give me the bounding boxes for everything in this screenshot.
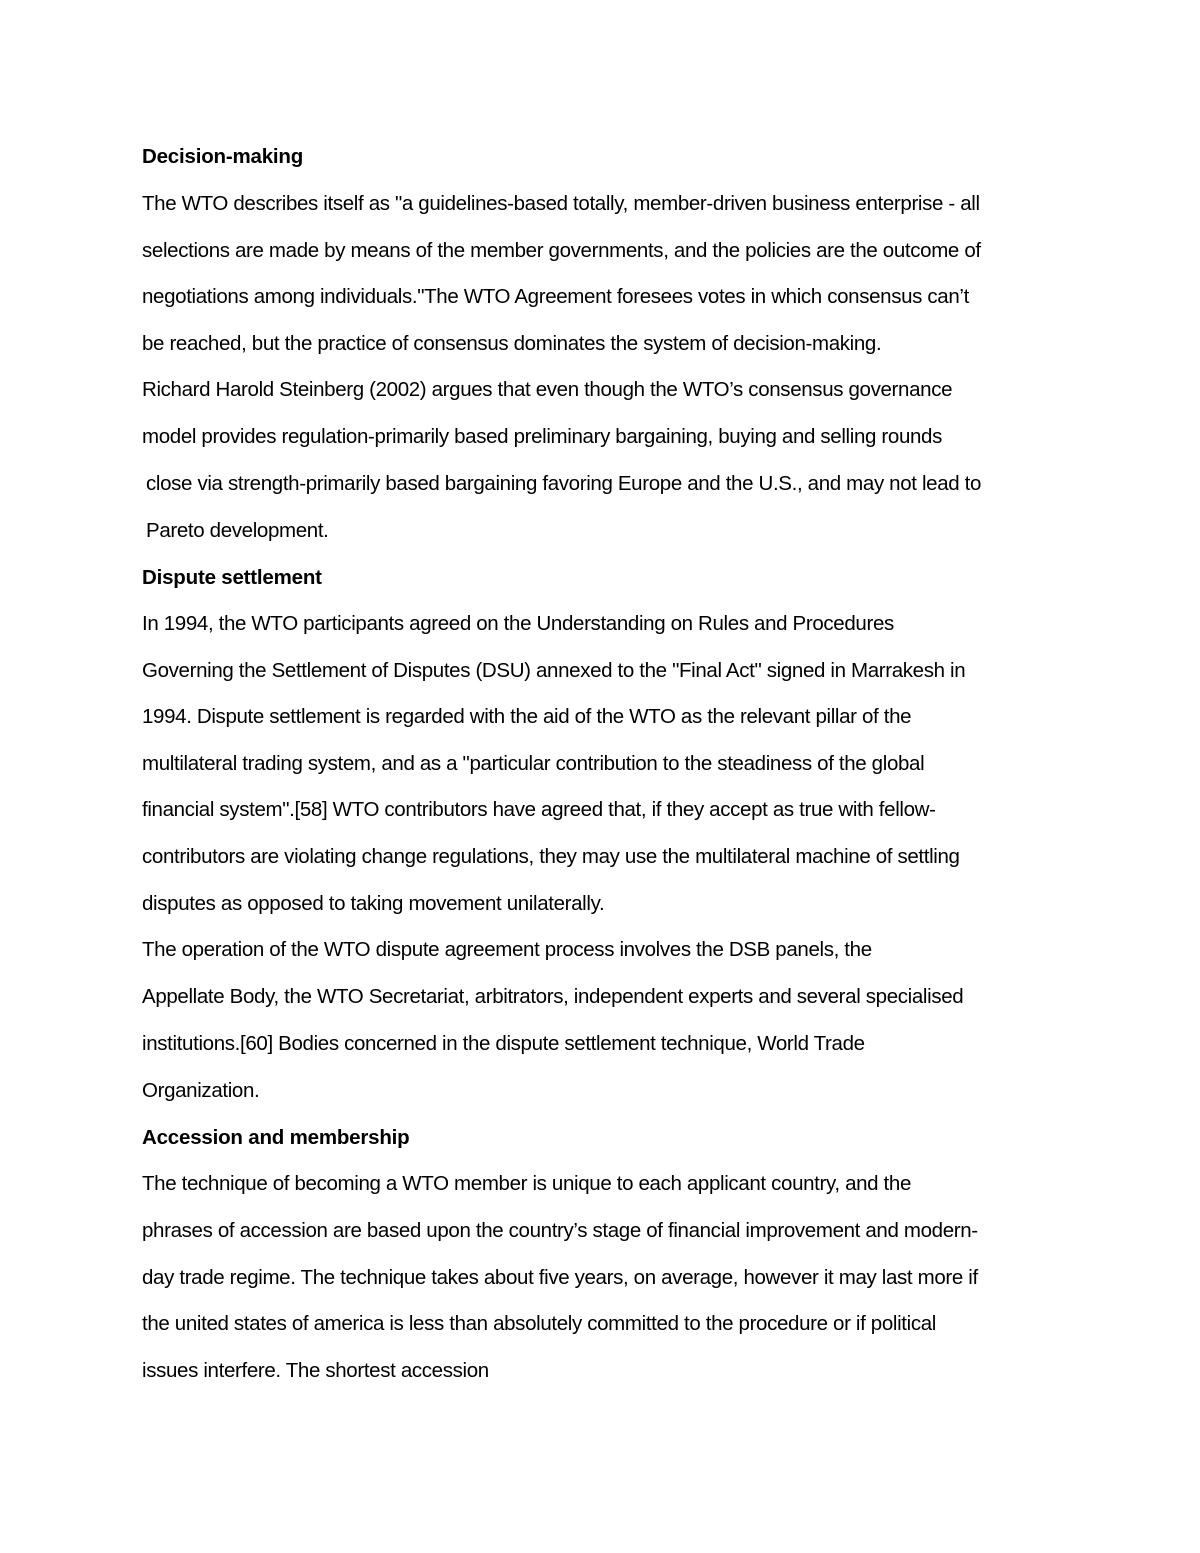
paragraph-line: The WTO describes itself as "a guidelines-based totally, member-driven business enterprise - all — [142, 192, 980, 215]
paragraph-line: close via strength-primarily based bargaining favoring Europe and the U.S., and may not lead to — [146, 472, 982, 495]
paragraph-line: Appellate Body, the WTO Secretariat, arbitrators, independent experts and several specialised — [142, 985, 964, 1008]
paragraph-line: multilateral trading system, and as a "particular contribution to the steadiness of the global — [142, 752, 925, 775]
paragraph-line: issues interfere. The shortest accession — [142, 1359, 489, 1382]
paragraph-line: Pareto development. — [146, 519, 329, 542]
paragraph-line: be reached, but the practice of consensus dominates the system of decision-making. — [142, 332, 882, 355]
paragraph-line: financial system".[58] WTO contributors have agreed that, if they accept as true with fellow- — [142, 798, 936, 821]
paragraph-line: Organization. — [142, 1079, 260, 1102]
paragraph-line: model provides regulation-primarily based preliminary bargaining, buying and selling rounds — [142, 425, 942, 448]
paragraph-line: phrases of accession are based upon the country’s stage of financial improvement and modern- — [142, 1219, 978, 1242]
paragraph-line: The operation of the WTO dispute agreement process involves the DSB panels, the — [142, 938, 872, 961]
paragraph-line: day trade regime. The technique takes about five years, on average, however it may last more if — [142, 1266, 978, 1289]
paragraph-line: negotiations among individuals."The WTO Agreement foresees votes in which consensus can’t — [142, 285, 969, 308]
section-heading-dispute-settlement: Dispute settlement — [142, 566, 322, 589]
paragraph-line: selections are made by means of the member governments, and the policies are the outcome of — [142, 239, 981, 262]
section-heading-decision-making: Decision-making — [142, 145, 304, 168]
section-heading-accession-and-membership: Accession and membership — [142, 1126, 410, 1149]
paragraph-line: Richard Harold Steinberg (2002) argues that even though the WTO’s consensus governance — [142, 378, 953, 401]
paragraph-line: Governing the Settlement of Disputes (DSU) annexed to the "Final Act" signed in Marrakesh in — [142, 659, 966, 682]
paragraph-line: the united states of america is less than absolutely committed to the procedure or if political — [142, 1312, 937, 1335]
paragraph-line: contributors are violating change regulations, they may use the multilateral machine of settling — [142, 845, 960, 868]
paragraph-line: institutions.[60] Bodies concerned in the dispute settlement technique, World Trade — [142, 1032, 865, 1055]
paragraph-line: disputes as opposed to taking movement unilaterally. — [142, 892, 605, 915]
paragraph-line: The technique of becoming a WTO member is unique to each applicant country, and the — [142, 1172, 912, 1195]
paragraph-line: 1994. Dispute settlement is regarded with the aid of the WTO as the relevant pillar of the — [142, 705, 912, 728]
paragraph-line: In 1994, the WTO participants agreed on the Understanding on Rules and Procedures — [142, 612, 894, 635]
